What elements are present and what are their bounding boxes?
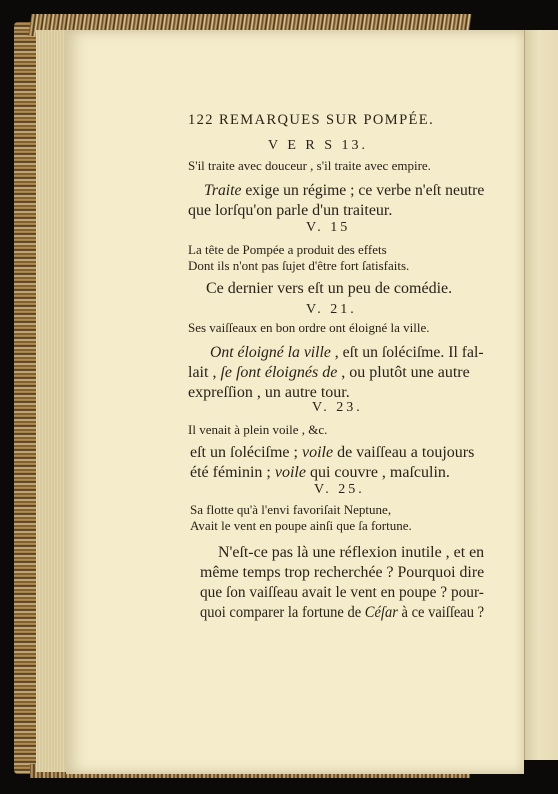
- italic-word: Céſar: [364, 604, 398, 621]
- verse-line: Sa flotte qu'à l'envi favoriſait Neptune,: [190, 502, 392, 517]
- verse-line: Ses vaiſſeaux en bon ordre ont éloigné la ville.: [188, 320, 430, 335]
- prose-line: que ſon vaiſſeau avait le vent en poupe ? pour-: [200, 584, 484, 601]
- prose-line: Ce dernier vers eſt un peu de comédie.: [206, 280, 453, 297]
- italic-phrase: Ont éloigné la ville: [210, 344, 331, 361]
- section-heading: V E R S 13.: [268, 138, 369, 153]
- prose-line: [190, 444, 474, 462]
- italic-word: Traite: [204, 182, 242, 199]
- running-head: 122 REMARQUES SUR POMPÉE.: [188, 112, 435, 128]
- section-heading: V. 23.: [312, 400, 363, 415]
- prose-text: été féminin ;: [190, 464, 275, 481]
- prose-line: même temps trop recherchée ? Pourquoi dire: [200, 564, 485, 581]
- prose-line: [204, 182, 484, 200]
- prose-line: [188, 364, 470, 382]
- facing-page-edge: [524, 30, 558, 760]
- verse-line: Il venait à plein voile , &c.: [188, 422, 328, 437]
- italic-word: voile: [274, 464, 306, 481]
- verse-line: Dont ils n'ont pas ſujet d'être fort ſatisfaits.: [188, 258, 410, 273]
- italic-phrase: ſe ſont éloignés de: [220, 364, 338, 381]
- verse-line: Avait le vent en poupe ainſi que ſa fortune.: [190, 518, 412, 533]
- prose-line: que lorſqu'on parle d'un traiteur.: [188, 202, 393, 219]
- prose-text: , eſt un ſoléciſme. Il fal-: [330, 344, 484, 361]
- prose-text: lait ,: [188, 364, 221, 381]
- prose-text: exige un régime ; ce verbe n'eſt neutre: [241, 182, 485, 199]
- prose-text: , ou plutôt une autre: [337, 364, 470, 381]
- section-heading: V. 21.: [306, 302, 357, 317]
- prose-line: [210, 344, 484, 362]
- prose-text: quoi comparer la fortune de: [200, 604, 365, 621]
- section-heading: V. 15: [306, 220, 351, 235]
- prose-line: [200, 604, 484, 622]
- prose-line: expreſſion , un autre tour.: [188, 384, 350, 401]
- prose-text: qui couvre , maſculin.: [305, 464, 450, 481]
- section-heading: V. 25.: [314, 482, 365, 497]
- verse-line: S'il traite avec douceur , s'il traite avec empire.: [188, 158, 431, 173]
- prose-line: [190, 464, 450, 482]
- verse-line: La tête de Pompée a produit des effets: [188, 242, 387, 257]
- prose-text: de vaiſſeau a toujours: [333, 444, 475, 461]
- italic-word: voile: [301, 444, 334, 461]
- prose-line: N'eſt-ce pas là une réflexion inutile , et en: [218, 544, 485, 561]
- prose-text: à ce vaiſſeau ?: [397, 604, 485, 621]
- prose-text: eſt un ſoléciſme ;: [190, 444, 302, 461]
